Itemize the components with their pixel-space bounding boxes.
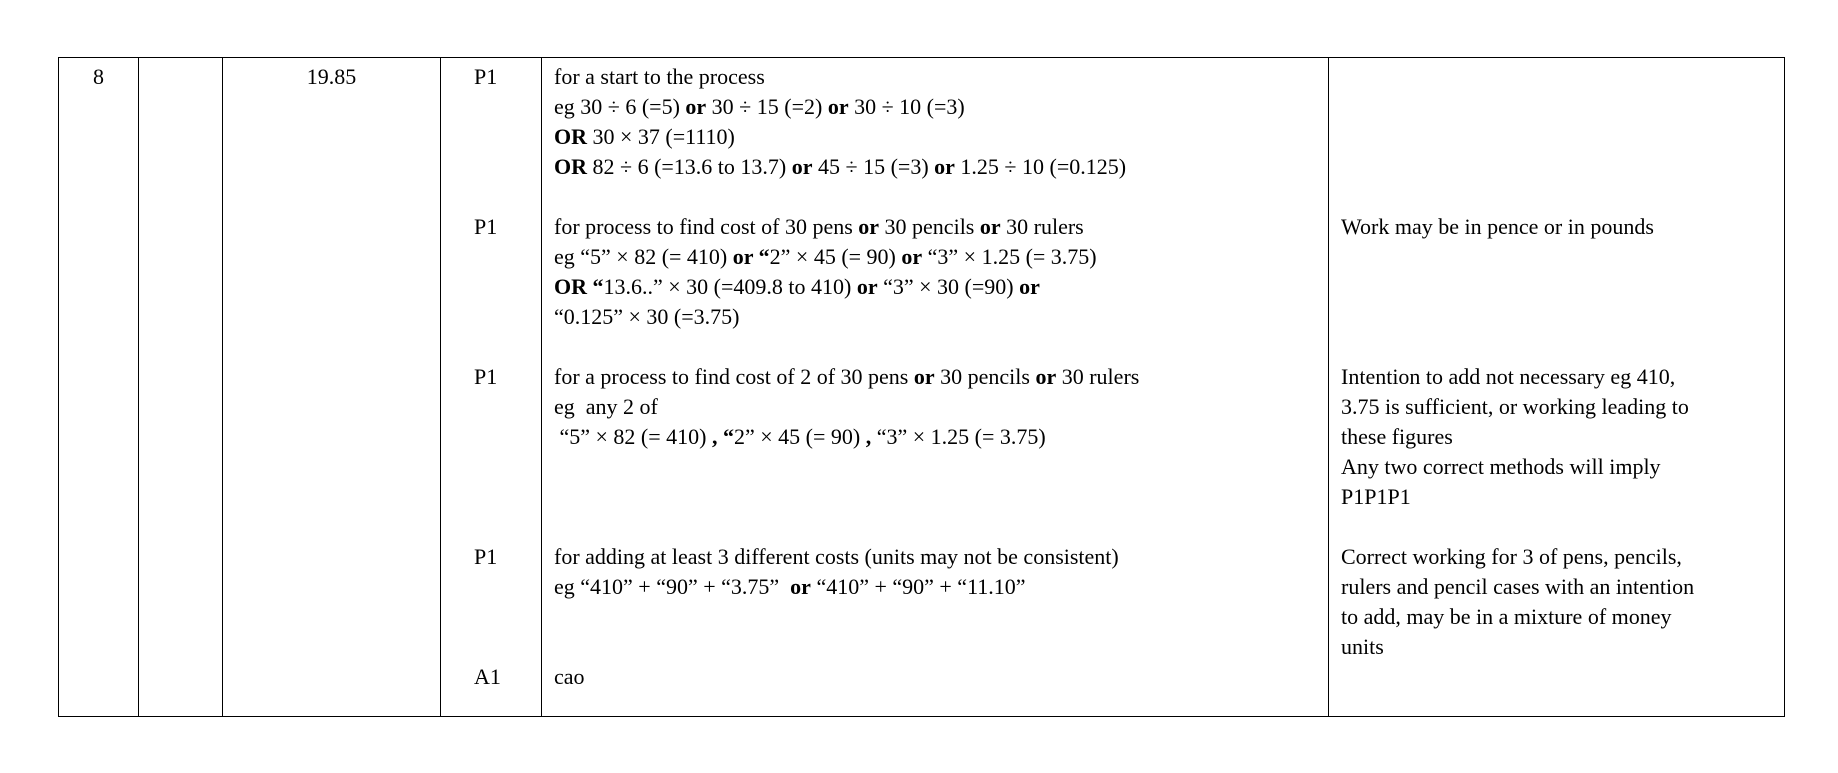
bold-run: , [865,424,872,449]
notes-text: Intention to add not necessary eg 410, 3.75 is sufficient, or working leading to these figures Any two correct methods will imply P1P1P1 [1341,364,1689,509]
notes-cell [1329,58,1785,717]
process-line [554,122,1320,152]
mark-code: P1 [474,544,498,569]
process-line [554,362,1320,392]
process-text [542,362,1328,452]
bold-run: OR “ [554,274,604,299]
bold-run: or [1019,274,1040,299]
text-run: “410” + “90” + “11.10” [810,574,1026,599]
mark-scheme-table [58,57,1785,717]
mark-code: P1 [474,64,498,89]
bold-run: OR [554,154,587,179]
text-run: “0.125” × 30 (=3.75) [554,304,740,329]
text-run: 30 pencils [934,364,1036,389]
process-cell [542,58,1329,717]
notes-text: Correct working for 3 of pens, pencils, rulers and pencil cases with an intention to add, may be in a mixture of money units [1341,544,1695,659]
text-run: 30 × 37 (=1110) [587,124,735,149]
process-text [542,212,1328,332]
process-line [554,242,1320,272]
process-line [554,572,1320,602]
process-line [554,212,1320,242]
bold-run: or [685,94,707,119]
marks-cell [441,58,542,717]
bold-run: or [790,574,811,599]
question-number: 8 [93,64,104,89]
text-run: cao [554,664,585,689]
process-line [554,92,1320,122]
text-run: for adding at least 3 different costs (units may not be consistent) [554,544,1119,569]
text-run: “3” × 30 (=90) [877,274,1020,299]
text-run: eg any 2 of [554,394,658,419]
process-line [554,422,1320,452]
process-text [542,62,1328,182]
question-part-cell [139,58,223,717]
process-line [554,152,1320,182]
text-run: for a process to find cost of 2 of 30 pens [554,364,914,389]
answer-value: 19.85 [306,64,357,89]
bold-run: or [901,244,923,269]
process-text [542,542,1328,602]
text-run: eg “5” × 82 (= 410) [554,244,733,269]
process-line [554,542,1320,572]
bold-run: , “ [712,424,734,449]
text-run: 30 ÷ 15 (=2) [706,94,828,119]
bold-run: or [827,94,849,119]
text-run: 30 rulers [1000,214,1084,239]
bold-run: or [934,154,955,179]
text-run: “3” × 1.25 (= 3.75) [871,424,1046,449]
mark-code: P1 [474,214,498,239]
mark-code: P1 [474,364,498,389]
process-line [554,662,1320,692]
text-run: eg “410” + “90” + “3.75” [554,574,791,599]
text-run: eg 30 ÷ 6 (=5) [554,94,686,119]
text-run: “5” × 82 (= 410) [554,424,712,449]
text-run: 1.25 ÷ 10 (=0.125) [954,154,1127,179]
text-run: 2” × 45 (= 90) [734,424,866,449]
bold-run: OR [554,124,587,149]
text-run: 13.6..” × 30 (=409.8 to 410) [603,274,857,299]
text-run: for process to find cost of 30 pens [554,214,859,239]
text-run: “3” × 1.25 (= 3.75) [922,244,1097,269]
text-run: 82 ÷ 6 (=13.6 to 13.7) [587,154,792,179]
text-run: 30 rulers [1056,364,1140,389]
bold-run: or [913,364,935,389]
question-row [59,58,1785,717]
bold-run: or [791,154,813,179]
mark-code: A1 [474,664,501,689]
process-line [554,62,1320,92]
bold-run: or [979,214,1001,239]
text-run: 30 pencils [879,214,980,239]
process-line [554,392,1320,422]
bold-run: or [856,274,878,299]
bold-run: or [858,214,880,239]
text-run: 45 ÷ 15 (=3) [812,154,935,179]
bold-run: or [1035,364,1057,389]
process-text [542,662,1328,692]
text-run: for a start to the process [554,64,765,89]
text-run: 2” × 45 (= 90) [769,244,902,269]
answer-cell [223,58,441,717]
question-number-cell [59,58,139,717]
text-run: 30 ÷ 10 (=3) [848,94,965,119]
notes-text: Work may be in pence or in pounds [1341,214,1654,239]
process-line [554,272,1320,302]
process-line [554,302,1320,332]
bold-run: or “ [732,244,770,269]
